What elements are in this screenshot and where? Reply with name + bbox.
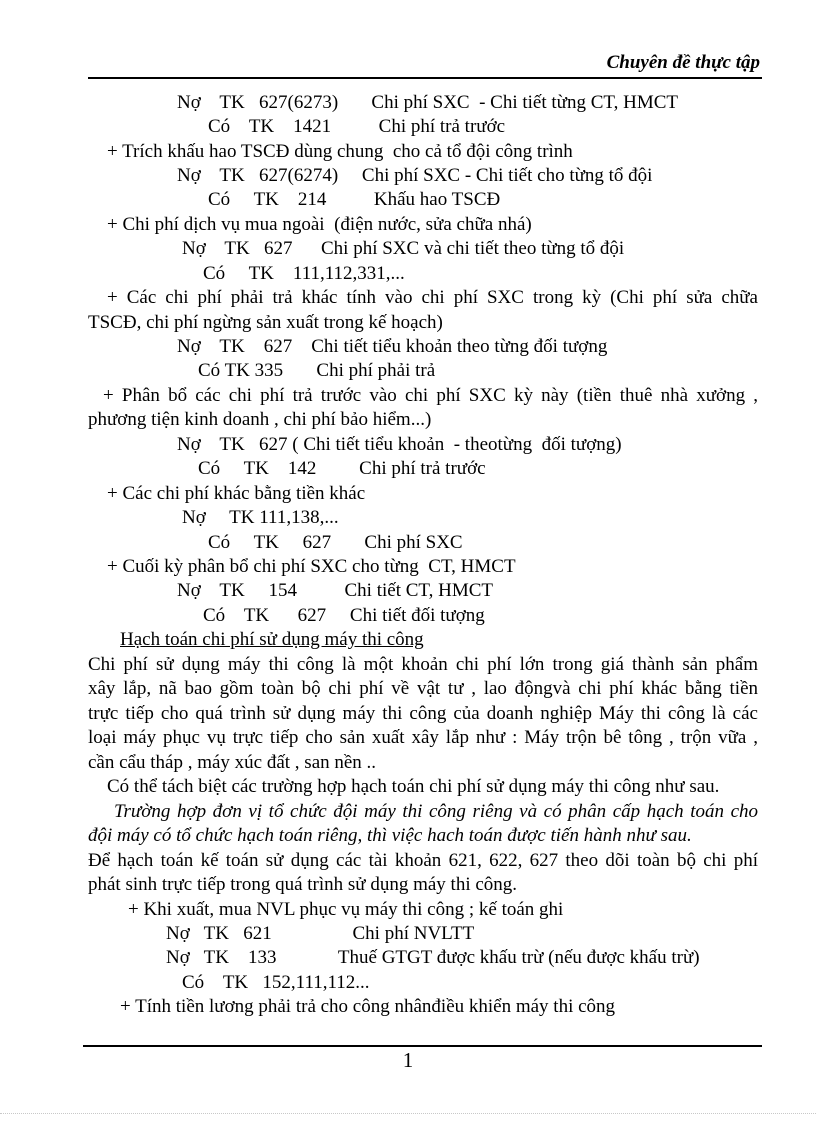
text-line: trực tiếp cho quá trình sử dụng máy thi công của doanh nghiệp Máy thi công là các: [88, 703, 758, 724]
text-line: + Khi xuất, mua NVL phục vụ máy thi công ; kế toán ghi: [128, 899, 564, 920]
text-line: Có TK 627 Chi phí SXC: [208, 532, 463, 553]
text-line: Nợ TK 627 Chi phí SXC và chi tiết theo từng tổ đội: [182, 238, 625, 259]
text-line-italic: Trường hợp đơn vị tổ chức đội máy thi công riêng và có phân cấp hạch toán cho: [114, 801, 758, 822]
text-line: cần cẩu tháp , máy xúc đất , san nền ..: [88, 752, 377, 773]
text-line: phương tiện kinh doanh , chi phí bảo hiểm...): [88, 409, 432, 430]
text-line: Có TK 142 Chi phí trả trước: [198, 458, 486, 479]
text-line: + Các chi phí khác bằng tiền khác: [107, 483, 366, 504]
text-line: Nợ TK 627 Chi tiết tiểu khoản theo từng đối tượng: [177, 336, 608, 357]
text-line: Nợ TK 111,138,...: [182, 507, 339, 528]
text-line: Có TK 152,111,112...: [182, 972, 370, 993]
text-line: + Cuối kỳ phân bổ chi phí SXC cho từng CT, HMCT: [107, 556, 516, 577]
text-line: Nợ TK 627(6274) Chi phí SXC - Chi tiết cho từng tổ đội: [177, 165, 653, 186]
text-line: + Tính tiền lương phải trả cho công nhânđiều khiển máy thi công: [120, 996, 616, 1017]
text-line: loại máy phục vụ trực tiếp cho sản xuất xây lắp như : Máy trộn bê tông , trộn vữa ,: [88, 727, 758, 748]
page-bottom-edge: [0, 1113, 816, 1114]
text-line: + Chi phí dịch vụ mua ngoài (điện nước, sửa chữa nhá): [107, 214, 532, 235]
text-line: Chi phí sử dụng máy thi công là một khoản chi phí lớn trong giá thành sản phẩm: [88, 654, 758, 675]
text-line: + Trích khấu hao TSCĐ dùng chung cho cả tổ đội công trình: [107, 141, 573, 162]
text-line-italic: đội máy có tổ chức hạch toán riêng, thì việc hach toán được tiến hành như sau.: [88, 825, 692, 846]
text-line: TSCĐ, chi phí ngừng sản xuất trong kế hoạch): [88, 312, 443, 333]
text-line: Nợ TK 627 ( Chi tiết tiểu khoản - theotừng đối tượng): [177, 434, 622, 455]
text-line: Nợ TK 621 Chi phí NVLTT: [166, 923, 475, 944]
text-line: xây lắp, nã bao gồm toàn bộ chi phí về vật tư , lao độngvà chi phí khác bằng tiền: [88, 678, 758, 699]
text-line: Có TK 335 Chi phí phải trả: [198, 360, 436, 381]
text-line: Nợ TK 627(6273) Chi phí SXC - Chi tiết từng CT, HMCT: [177, 92, 678, 113]
text-line: + Phân bổ các chi phí trả trước vào chi phí SXC kỳ này (tiền thuê nhà xưởng ,: [103, 385, 758, 406]
footer-divider: [83, 1045, 762, 1047]
text-line: phát sinh trực tiếp trong quá trình sử dụng máy thi công.: [88, 874, 518, 895]
text-line: Có TK 111,112,331,...: [203, 263, 405, 284]
text-line: + Các chi phí phải trả khác tính vào chi phí SXC trong kỳ (Chi phí sửa chữa: [107, 287, 758, 308]
text-line: Có thể tách biệt các trường hợp hạch toán chi phí sử dụng máy thi công như sau.: [107, 776, 720, 797]
page-header-title: Chuyên đề thực tập: [606, 52, 760, 73]
text-line: Để hạch toán kế toán sử dụng các tài khoản 621, 622, 627 theo dõi toàn bộ chi phí: [88, 850, 758, 871]
text-line: Nợ TK 154 Chi tiết CT, HMCT: [177, 580, 493, 601]
text-line: Có TK 214 Khấu hao TSCĐ: [208, 189, 501, 210]
text-line: Nợ TK 133 Thuế GTGT được khấu trừ (nếu được khấu trừ): [166, 947, 700, 968]
page-number: 1: [402, 1048, 414, 1072]
section-heading: Hạch toán chi phí sử dụng máy thi công: [120, 629, 424, 650]
text-line: Có TK 627 Chi tiết đối tượng: [203, 605, 485, 626]
text-line: Có TK 1421 Chi phí trả trước: [208, 116, 506, 137]
